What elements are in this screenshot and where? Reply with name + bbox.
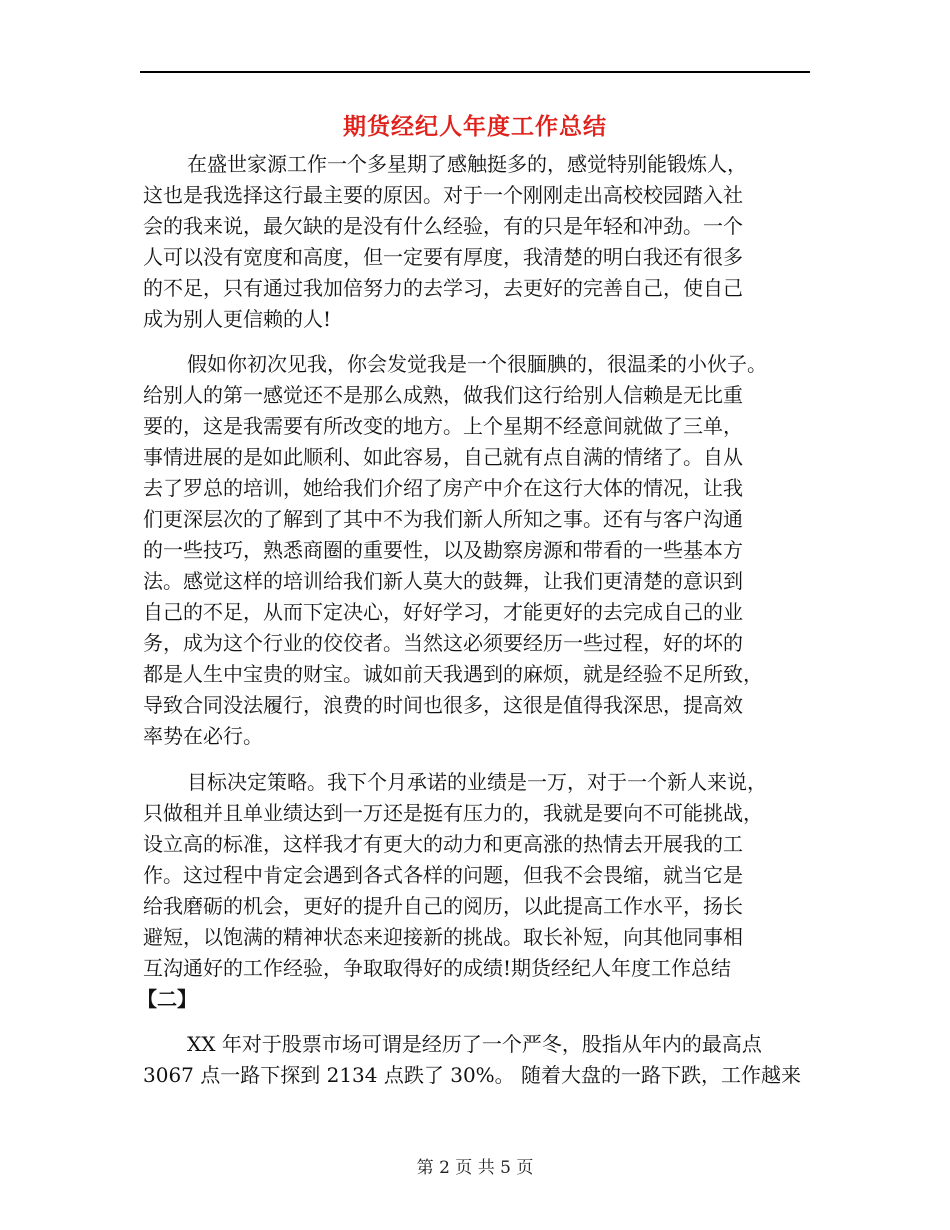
body-line: 事情进展的是如此顺利、如此容易，自己就有点自满的情绪了。自从 [143, 445, 743, 469]
body-line: 人可以没有宽度和高度，但一定要有厚度，我清楚的明白我还有很多 [143, 245, 743, 269]
body-line: 只做租并且单业绩达到一万还是挺有压力的，我就是要向不可能挑战， [143, 801, 763, 825]
body-line: 假如你初次见我，你会发觉我是一个很腼腆的，很温柔的小伙子。 [187, 352, 767, 376]
page-number-footer: 第 2 页 共 5 页 [416, 1158, 534, 1178]
body-line: 导致合同没法履行，浪费的时间也很多，这很是值得我深思，提高效 [143, 693, 743, 717]
body-line: 自己的不足，从而下定决心，好好学习，才能更好的去完成自己的业 [143, 600, 743, 624]
body-line: 在盛世家源工作一个多星期了感触挺多的，感觉特别能锻炼人， [187, 152, 747, 176]
header-rule [140, 71, 810, 73]
body-line: 务，成为这个行业的佼佼者。当然这必须要经历一些过程，好的坏的 [143, 631, 743, 655]
body-line: 这也是我选择这行最主要的原因。对于一个刚刚走出高校校园踏入社 [143, 183, 743, 207]
body-line: 给别人的第一感觉还不是那么成熟，做我们这行给别人信赖是无比重 [143, 383, 743, 407]
body-line: 都是人生中宝贵的财宝。诚如前天我遇到的麻烦，就是经验不足所致， [143, 662, 763, 686]
body-line: 率势在必行。 [143, 724, 263, 748]
body-line: XX 年对于股票市场可谓是经历了一个严冬，股指从年内的最高点 [187, 1032, 762, 1056]
body-line: 的一些技巧，熟悉商圈的重要性，以及勘察房源和带看的一些基本方 [143, 538, 743, 562]
body-line: 给我磨砺的机会，更好的提升自己的阅历，以此提高工作水平，扬长 [143, 894, 743, 918]
body-line: 避短，以饱满的精神状态来迎接新的挑战。取长补短，向其他同事相 [143, 925, 743, 949]
body-line: 要的，这是我需要有所改变的地方。上个星期不经意间就做了三单， [143, 414, 743, 438]
body-line: 会的我来说，最欠缺的是没有什么经验，有的只是年轻和冲劲。一个 [143, 214, 743, 238]
body-line: 的不足，只有通过我加倍努力的去学习，去更好的完善自己，使自己 [143, 276, 743, 300]
body-line: 设立高的标准，这样我才有更大的动力和更高涨的热情去开展我的工 [143, 832, 743, 856]
body-line: 目标决定策略。我下个月承诺的业绩是一万，对于一个新人来说， [187, 770, 767, 794]
body-line: 成为别人更信赖的人! [143, 307, 332, 331]
body-line: 们更深层次的了解到了其中不为我们新人所知之事。还有与客户沟通 [143, 507, 743, 531]
section-heading: 【二】 [137, 987, 197, 1011]
document-title: 期货经纪人年度工作总结 [343, 113, 607, 140]
body-line: 互沟通好的工作经验，争取取得好的成绩!期货经纪人年度工作总结 [143, 956, 732, 980]
body-line: 去了罗总的培训，她给我们介绍了房产中介在这行大体的情况，让我 [143, 476, 743, 500]
body-line: 作。这过程中肯定会遇到各式各样的问题，但我不会畏缩，就当它是 [143, 863, 743, 887]
body-line: 法。感觉这样的培训给我们新人莫大的鼓舞，让我们更清楚的意识到 [143, 569, 743, 593]
body-line: 3067 点一路下探到 2134 点跌了 30%。 随着大盘的一路下跌，工作越来 [143, 1063, 802, 1087]
